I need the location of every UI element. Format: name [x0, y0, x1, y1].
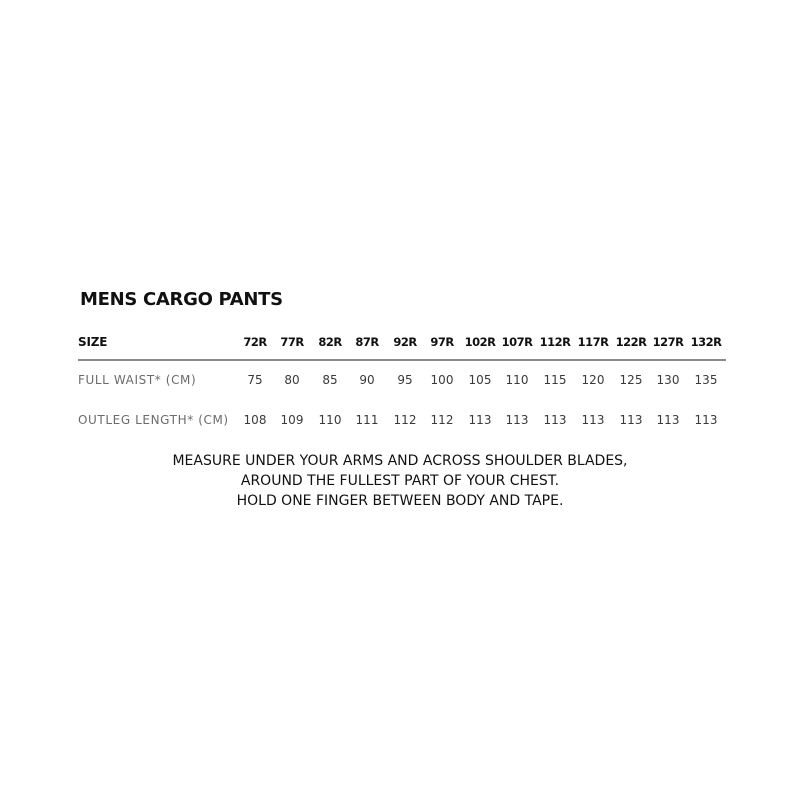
table-cell: 113 [581, 413, 605, 427]
row-label-full-waist: FULL WAIST* (CM) [78, 373, 197, 387]
header-size-cell: 92R [393, 335, 417, 349]
table-cell: 113 [694, 413, 718, 427]
table-header-row [78, 331, 728, 353]
table-cell: 135 [694, 373, 718, 387]
table-cell: 113 [468, 413, 492, 427]
table-cell: 113 [619, 413, 643, 427]
table-cell: 120 [581, 373, 605, 387]
header-divider [78, 359, 726, 361]
header-size-cell: 117R [577, 335, 609, 349]
table-cell: 95 [397, 373, 413, 387]
table-cell: 113 [505, 413, 529, 427]
header-size-cell: 72R [243, 335, 267, 349]
table-row-full-waist [78, 370, 728, 390]
measurement-instructions [0, 451, 800, 511]
table-cell: 110 [505, 373, 529, 387]
table-cell: 85 [322, 373, 338, 387]
header-size-cell: 77R [280, 335, 304, 349]
instruction-line: HOLD ONE FINGER BETWEEN BODY AND TAPE. [236, 493, 564, 509]
header-size-cell: 127R [652, 335, 684, 349]
table-cell: 105 [468, 373, 492, 387]
table-cell: 112 [430, 413, 454, 427]
header-size-cell: 107R [501, 335, 533, 349]
table-cell: 75 [247, 373, 263, 387]
table-cell: 111 [355, 413, 379, 427]
page-title: MENS CARGO PANTS [80, 289, 283, 310]
table-cell: 112 [393, 413, 417, 427]
instruction-line: AROUND THE FULLEST PART OF YOUR CHEST. [240, 473, 560, 489]
header-size-cell: 122R [615, 335, 647, 349]
header-size-cell: 97R [430, 335, 454, 349]
table-cell: 115 [543, 373, 567, 387]
table-cell: 109 [280, 413, 304, 427]
row-label-outleg-length: OUTLEG LENGTH* (CM) [78, 413, 229, 427]
table-cell: 80 [284, 373, 300, 387]
table-cell: 113 [656, 413, 680, 427]
table-cell: 108 [243, 413, 267, 427]
header-size-cell: 87R [355, 335, 379, 349]
instruction-line: MEASURE UNDER YOUR ARMS AND ACROSS SHOULDER BLADES, [172, 453, 628, 469]
header-size-cell: 112R [539, 335, 571, 349]
table-cell: 113 [543, 413, 567, 427]
table-cell: 90 [359, 373, 375, 387]
header-size-cell: 82R [318, 335, 342, 349]
table-cell: 110 [318, 413, 342, 427]
table-cell: 125 [619, 373, 643, 387]
table-row-outleg-length [78, 410, 728, 430]
header-size-cell: 132R [690, 335, 722, 349]
table-cell: 130 [656, 373, 680, 387]
table-cell: 100 [430, 373, 454, 387]
header-size-label: SIZE [78, 335, 108, 349]
header-size-cell: 102R [464, 335, 496, 349]
